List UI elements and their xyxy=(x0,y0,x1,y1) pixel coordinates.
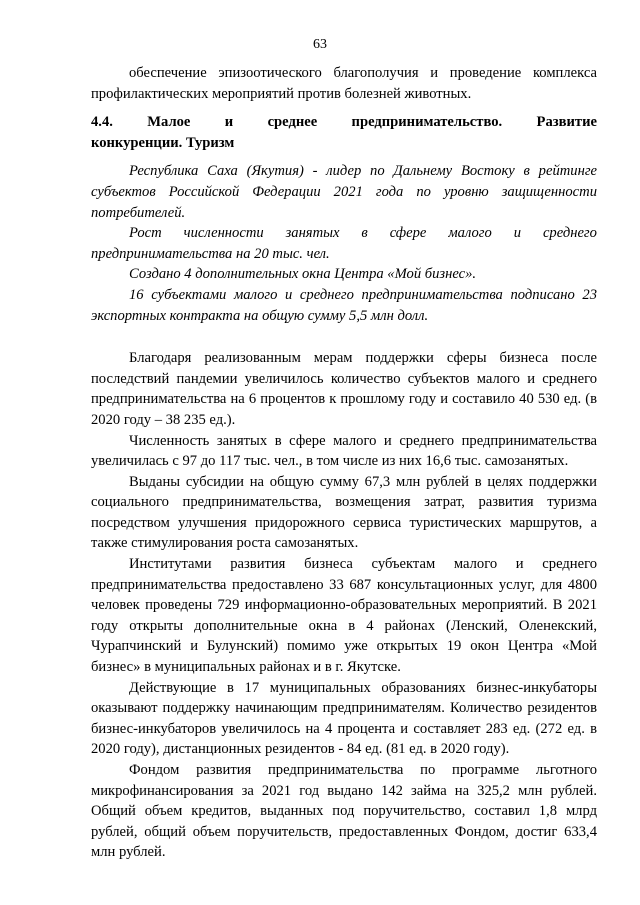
body-paragraph-development-institutes: Институтами развития бизнеса субъектам малого и среднего предпринимательства предоставлено 33 687 консультационных услуг, для 4800 человек проведены 729 информационно-образовательных мероприятий. В 2021 году открыты дополнительные окна в 4 районах (Ленский, Оленекский, Чурапчинский и Булунский) помимо уже открытых 19 окон Центра «Мой бизнес» в муниципальных районах и в г. Якутске. xyxy=(91,556,597,676)
highlight-export-contracts: 16 субъектами малого и среднего предпринимательства подписано 23 экспортных контракта на общую сумму 5,5 млн долл. xyxy=(91,286,597,324)
highlight-employment-line1 xyxy=(91,223,597,244)
section-title-word: среднее xyxy=(267,114,318,131)
highlight-business-windows: Создано 4 дополнительных окна Центра «Мой бизнес». xyxy=(129,266,477,283)
highlight-word: численности xyxy=(183,225,264,242)
highlight-employment xyxy=(91,223,597,264)
page-content xyxy=(91,63,597,863)
highlight-word: сфере xyxy=(389,225,427,242)
highlight-word: в xyxy=(361,225,368,242)
section-heading xyxy=(91,112,597,153)
section-title-word: предпринимательство. xyxy=(351,114,503,131)
section-title-word: Развитие xyxy=(536,114,597,131)
section-title-line2: конкуренции. Туризм xyxy=(91,134,235,151)
highlight-word: и xyxy=(513,225,522,242)
highlight-word: занятых xyxy=(285,225,340,242)
section-heading-line1 xyxy=(91,112,597,133)
body-paragraph-smb-count: Благодаря реализованным мерам поддержки сферы бизнеса после последствий пандемии увеличилось количество субъектов малого и среднего предпринимательства на 6 процентов к прошлому году и составило 40 530 ед. (в 2020 году – 38 235 ед.). xyxy=(91,350,597,428)
highlight-employment-line2: предпринимательства на 20 тыс. чел. xyxy=(91,245,330,262)
section-number: 4.4. xyxy=(91,114,113,131)
highlight-word: среднего xyxy=(542,225,597,242)
body-paragraph-incubators: Действующие в 17 муниципальных образованиях бизнес-инкубаторы оказывают поддержку начинающим предпринимателям. Количество резидентов бизнес-инкубаторов увеличилось на 4 процента и составляет 283 ед. (272 ед. в 2020 году), дистанционных резидентов - 84 ед. (81 ед. в 2020 году). xyxy=(91,679,597,758)
key-highlights xyxy=(91,161,597,326)
section-title-word: и xyxy=(224,114,234,131)
section-title-word: Малое xyxy=(147,114,191,131)
highlight-rating: Республика Саха (Якутия) - лидер по Дальнему Востоку в рейтинге субъектов Российской Федерации 2021 года по уровню защищенности потребителей. xyxy=(91,163,597,221)
body-paragraph-microfinance: Фондом развития предпринимательства по программе льготного микрофинансирования за 2021 год выдано 142 займа на 325,2 млн рублей. Общий объем кредитов, выданных под поручительство, составил 1,8 млрд рублей, общий объем поручительств, предоставленных Фондом, достиг 633,4 млн рублей. xyxy=(91,762,597,861)
highlight-word: Рост xyxy=(129,225,162,242)
highlight-word: малого xyxy=(448,225,492,242)
body-paragraph-employment: Численность занятых в сфере малого и среднего предпринимательства увеличилась с 97 до 117 тыс. чел., в том числе из них 16,6 тыс. самозанятых. xyxy=(91,432,597,470)
intro-paragraph: обеспечение эпизоотического благополучия и проведение комплекса профилактических мероприятий против болезней животных. xyxy=(91,65,597,102)
page-number: 63 xyxy=(313,37,327,52)
body-paragraph-subsidies: Выданы субсидии на общую сумму 67,3 млн рублей в целях поддержки социального предпринимательства, возмещения затрат, развития туризма посредством улучшения придорожного сервиса туристических маршрутов, а также стимулирования роста самозанятых. xyxy=(91,473,597,552)
